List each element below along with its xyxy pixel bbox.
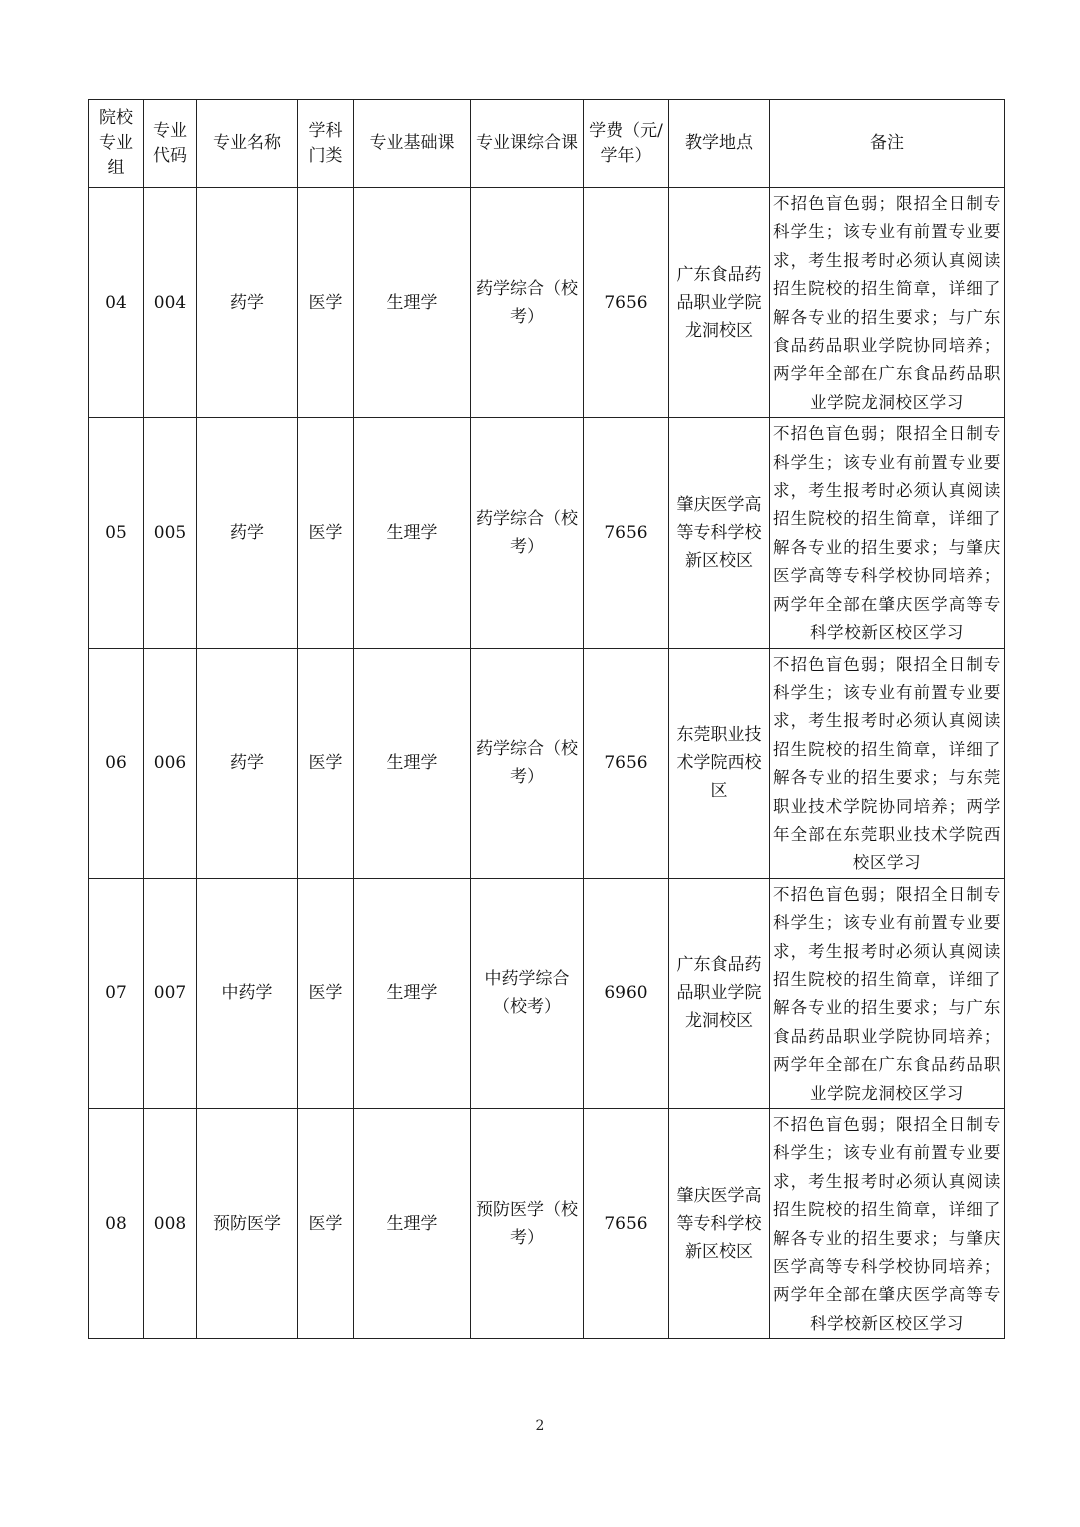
cell-remark: 不招色盲色弱；限招全日制专科学生；该专业有前置专业要求，考生报考时必须认真阅读招生院校的招生简章，详细了解各专业的招生要求；与广东食品药品职业学院协同培养；两学年全部在广东食品药品职业学院龙洞校区学习 [770,188,1005,418]
cell-code: 007 [144,878,197,1108]
cell-name: 药学 [197,188,298,418]
cell-fee: 6960 [584,878,669,1108]
cell-category: 医学 [298,188,354,418]
cell-group: 04 [89,188,144,418]
cell-basic-course: 生理学 [354,1109,471,1339]
table-row [89,188,1005,418]
cell-basic-course: 生理学 [354,418,471,648]
header-remark: 备注 [770,100,1005,188]
cell-code: 004 [144,188,197,418]
cell-location: 肇庆医学高等专科学校新区校区 [669,418,770,648]
cell-basic-course: 生理学 [354,188,471,418]
page-number: 2 [535,1418,545,1434]
header-code: 专业代码 [144,100,197,188]
cell-code: 005 [144,418,197,648]
cell-fee: 7656 [584,188,669,418]
table-row [89,1109,1005,1339]
cell-remark: 不招色盲色弱；限招全日制专科学生；该专业有前置专业要求，考生报考时必须认真阅读招生院校的招生简章，详细了解各专业的招生要求；与东莞职业技术学院协同培养；两学年全部在东莞职业技术学院西校区学习 [770,648,1005,878]
header-basic-course: 专业基础课 [354,100,471,188]
cell-group: 07 [89,878,144,1108]
cell-name: 中药学 [197,878,298,1108]
table-header-row [89,100,1005,188]
cell-comprehensive-course: 药学综合（校考） [471,188,584,418]
table-row [89,878,1005,1108]
cell-group: 05 [89,418,144,648]
cell-location: 东莞职业技术学院西校区 [669,648,770,878]
cell-category: 医学 [298,648,354,878]
cell-comprehensive-course: 预防医学（校考） [471,1109,584,1339]
cell-location: 肇庆医学高等专科学校新区校区 [669,1109,770,1339]
cell-comprehensive-course: 中药学综合（校考） [471,878,584,1108]
cell-code: 008 [144,1109,197,1339]
cell-group: 08 [89,1109,144,1339]
table-row [89,418,1005,648]
header-category: 学科门类 [298,100,354,188]
cell-basic-course: 生理学 [354,648,471,878]
header-location: 教学地点 [669,100,770,188]
header-group: 院校专业组 [89,100,144,188]
admissions-table [88,99,1005,1339]
cell-remark: 不招色盲色弱；限招全日制专科学生；该专业有前置专业要求，考生报考时必须认真阅读招生院校的招生简章，详细了解各专业的招生要求；与肇庆医学高等专科学校协同培养；两学年全部在肇庆医学高等专科学校新区校区学习 [770,1109,1005,1339]
cell-location: 广东食品药品职业学院龙洞校区 [669,188,770,418]
cell-remark: 不招色盲色弱；限招全日制专科学生；该专业有前置专业要求，考生报考时必须认真阅读招生院校的招生简章，详细了解各专业的招生要求；与广东食品药品职业学院协同培养；两学年全部在广东食品药品职业学院龙洞校区学习 [770,878,1005,1108]
cell-location: 广东食品药品职业学院龙洞校区 [669,878,770,1108]
cell-name: 预防医学 [197,1109,298,1339]
cell-name: 药学 [197,648,298,878]
cell-remark: 不招色盲色弱；限招全日制专科学生；该专业有前置专业要求，考生报考时必须认真阅读招生院校的招生简章，详细了解各专业的招生要求；与肇庆医学高等专科学校协同培养；两学年全部在肇庆医学高等专科学校新区校区学习 [770,418,1005,648]
header-fee: 学费（元/学年） [584,100,669,188]
cell-code: 006 [144,648,197,878]
cell-fee: 7656 [584,648,669,878]
table-row [89,648,1005,878]
cell-group: 06 [89,648,144,878]
cell-comprehensive-course: 药学综合（校考） [471,418,584,648]
cell-category: 医学 [298,878,354,1108]
cell-fee: 7656 [584,1109,669,1339]
cell-basic-course: 生理学 [354,878,471,1108]
header-comprehensive-course: 专业课综合课 [471,100,584,188]
cell-name: 药学 [197,418,298,648]
cell-category: 医学 [298,418,354,648]
cell-category: 医学 [298,1109,354,1339]
header-name: 专业名称 [197,100,298,188]
cell-comprehensive-course: 药学综合（校考） [471,648,584,878]
cell-fee: 7656 [584,418,669,648]
